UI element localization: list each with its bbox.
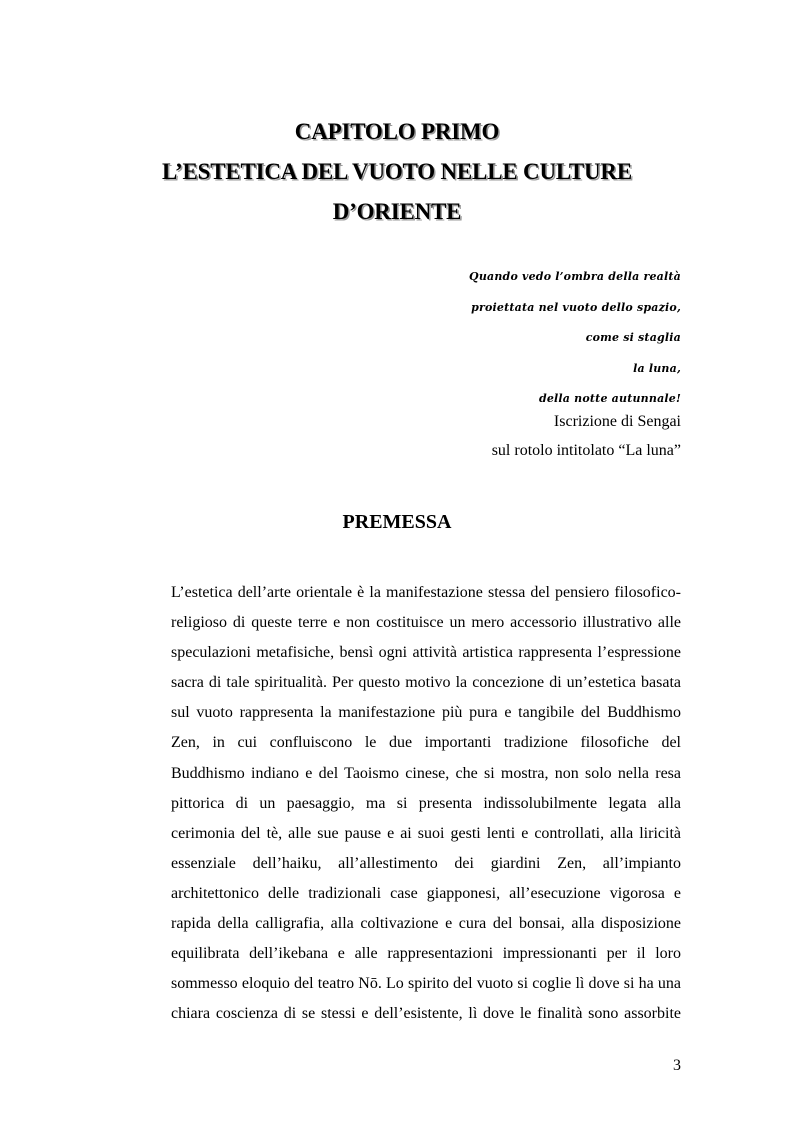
body-line: cerimonia del tè, alle sue pause e ai suoi gesti lenti e controllati, alla liricità [171, 824, 681, 842]
attribution-line-2: sul rotolo intitolato “La luna” [491, 442, 681, 459]
body-line: architettonico delle tradizionali case giapponesi, all’esecuzione vigorosa e [171, 884, 681, 902]
body-line: Buddhismo indiano e del Taoismo cinese, che si mostra, non solo nella resa [171, 764, 681, 782]
body-line: rapida della calligrafia, alla coltivazione e cura del bonsai, alla disposizione [171, 915, 681, 933]
epigraph-line: Quando vedo l’ombra della realtà [469, 270, 681, 283]
epigraph-attribution [492, 407, 681, 465]
chapter-heading [0, 112, 794, 232]
body-paragraph [171, 578, 681, 1029]
body-line: chiara coscienza di se stessi e dell’esistente, lì dove le finalità sono assorbite [171, 1005, 681, 1023]
body-line: equilibrata dell’ikebana e alle rappresentazioni impressionanti per il loro [171, 945, 681, 963]
body-line: sul vuoto rappresenta la manifestazione più pura e tangibile del Buddhismo [171, 704, 681, 722]
section-title: PREMESSA [342, 511, 452, 533]
body-line: sacra di tale spiritualità. Per questo motivo la concezione di un’estetica basata [171, 674, 681, 692]
epigraph-line: come si staglia [585, 331, 681, 344]
chapter-label: CAPITOLO PRIMO [294, 119, 500, 144]
epigraph-line: della notte autunnale! [538, 392, 681, 405]
page-number: 3 [673, 1057, 681, 1074]
body-line: essenziale dell’haiku, all’allestimento dei giardini Zen, all’impianto [171, 854, 681, 872]
epigraph [469, 262, 681, 415]
epigraph-line: proiettata nel vuoto dello spazio, [471, 300, 681, 314]
body-line: L’estetica dell’arte orientale è la manifestazione stessa del pensiero filosofico- [171, 584, 681, 601]
epigraph-line: la luna, [633, 361, 681, 375]
body-line: religioso di queste terre e non costituisce un mero accessorio illustrativo alle [171, 614, 681, 632]
chapter-title-line-1: L’ESTETICA DEL VUOTO NELLE CULTURE [161, 159, 632, 184]
attribution-line-1: Iscrizione di Sengai [553, 413, 681, 430]
chapter-title-line-2: D’ORIENTE [332, 199, 462, 224]
body-line: Zen, in cui confluiscono le due importanti tradizione filosofiche del [171, 734, 681, 752]
body-line: pittorica di un paesaggio, ma si presenta indissolubilmente legata alla [171, 794, 681, 812]
body-line: speculazioni metafisiche, bensì ogni attività artistica rappresenta l’espressione [171, 644, 681, 662]
body-line: sommesso eloquio del teatro Nō. Lo spirito del vuoto si coglie lì dove si ha una [171, 975, 681, 993]
